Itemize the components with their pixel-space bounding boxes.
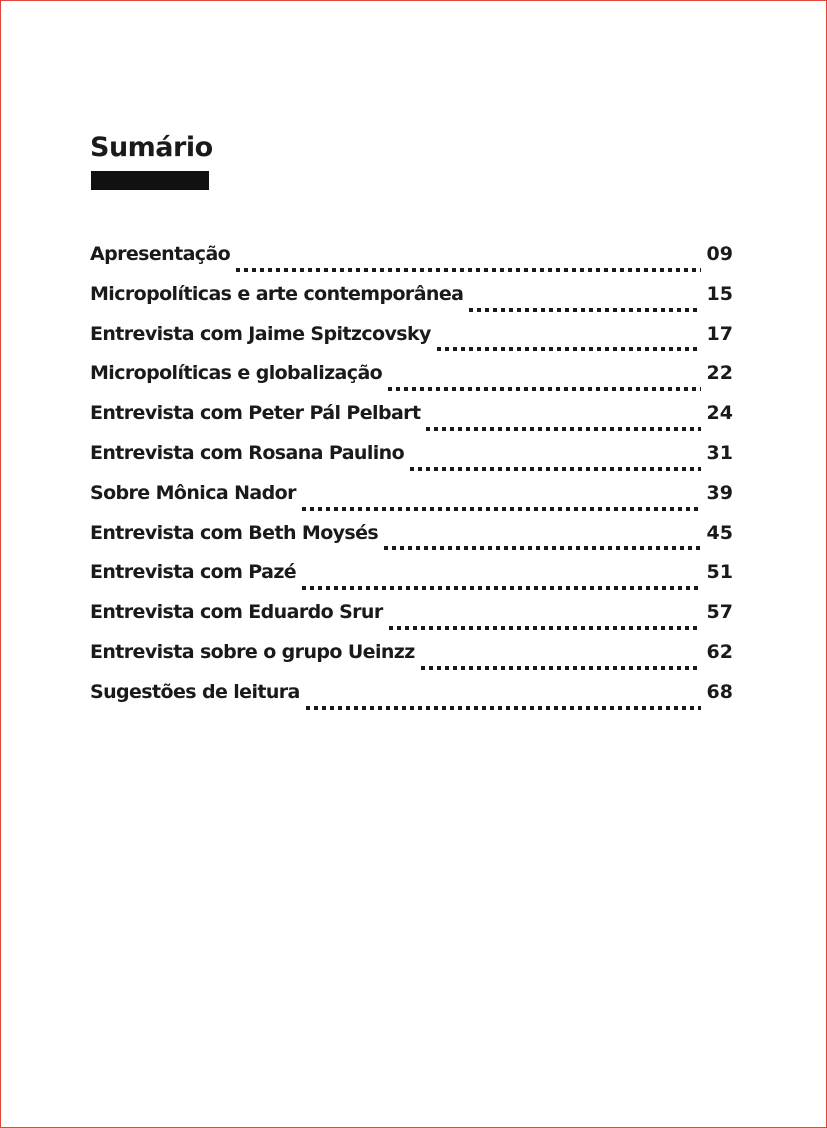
- dot-leader: [469, 308, 701, 312]
- toc-entry[interactable]: [90, 522, 733, 562]
- title-underline-bar: [91, 171, 209, 190]
- toc-entry[interactable]: [90, 442, 733, 482]
- toc-entry-title: Entrevista com Rosana Paulino: [90, 441, 405, 464]
- toc-entry[interactable]: [90, 641, 733, 681]
- toc-entry[interactable]: [90, 362, 733, 402]
- toc-entry-title: Micropolíticas e globalização: [90, 362, 383, 385]
- toc-entry-page-number: 31: [706, 441, 733, 464]
- toc-entry-page-number: 24: [706, 402, 733, 425]
- toc-entry-page-number: 39: [706, 481, 733, 504]
- dot-leader: [388, 387, 701, 391]
- dot-leader: [236, 268, 701, 272]
- toc-entry[interactable]: [90, 601, 733, 641]
- toc-entry[interactable]: [90, 482, 733, 522]
- toc-entry-title: Entrevista com Pazé: [90, 561, 297, 584]
- toc-entry-page-number: 62: [706, 640, 733, 663]
- toc-entry-title: Entrevista com Beth Moysés: [90, 521, 379, 544]
- toc-entry-title: Sugestões de leitura: [90, 680, 300, 703]
- dot-leader: [426, 427, 701, 431]
- dot-leader: [421, 666, 701, 670]
- dot-leader: [384, 546, 701, 550]
- toc-entry[interactable]: [90, 561, 733, 601]
- dot-leader: [389, 626, 701, 630]
- toc-entry[interactable]: [90, 402, 733, 442]
- toc-entry-title: Entrevista sobre o grupo Ueinzz: [90, 640, 415, 663]
- toc-entry-title: Sobre Mônica Nador: [90, 481, 296, 504]
- table-of-contents: [90, 243, 733, 721]
- dot-leader: [410, 467, 701, 471]
- toc-entry[interactable]: [90, 323, 733, 363]
- toc-entry[interactable]: [90, 681, 733, 721]
- toc-entry[interactable]: [90, 243, 733, 283]
- toc-entry-page-number: 15: [706, 282, 733, 305]
- dot-leader: [306, 706, 701, 710]
- toc-entry-page-number: 22: [706, 362, 733, 385]
- toc-entry-page-number: 51: [706, 561, 733, 584]
- dot-leader: [302, 586, 701, 590]
- toc-entry-title: Entrevista com Peter Pál Pelbart: [90, 402, 421, 425]
- toc-entry-title: Apresentação: [90, 243, 231, 265]
- toc-entry-page-number: 09: [706, 243, 733, 265]
- toc-entry-page-number: 57: [706, 601, 733, 624]
- page-title: Sumário: [90, 132, 213, 163]
- toc-entry[interactable]: [90, 283, 733, 323]
- toc-entry-title: Micropolíticas e arte contemporânea: [90, 282, 464, 305]
- toc-entry-title: Entrevista com Jaime Spitzcovsky: [90, 322, 431, 345]
- toc-entry-title: Entrevista com Eduardo Srur: [90, 601, 383, 624]
- toc-entry-page-number: 68: [706, 680, 733, 703]
- toc-entry-page-number: 17: [706, 322, 733, 345]
- dot-leader: [302, 507, 701, 511]
- toc-entry-page-number: 45: [706, 521, 733, 544]
- dot-leader: [437, 347, 701, 351]
